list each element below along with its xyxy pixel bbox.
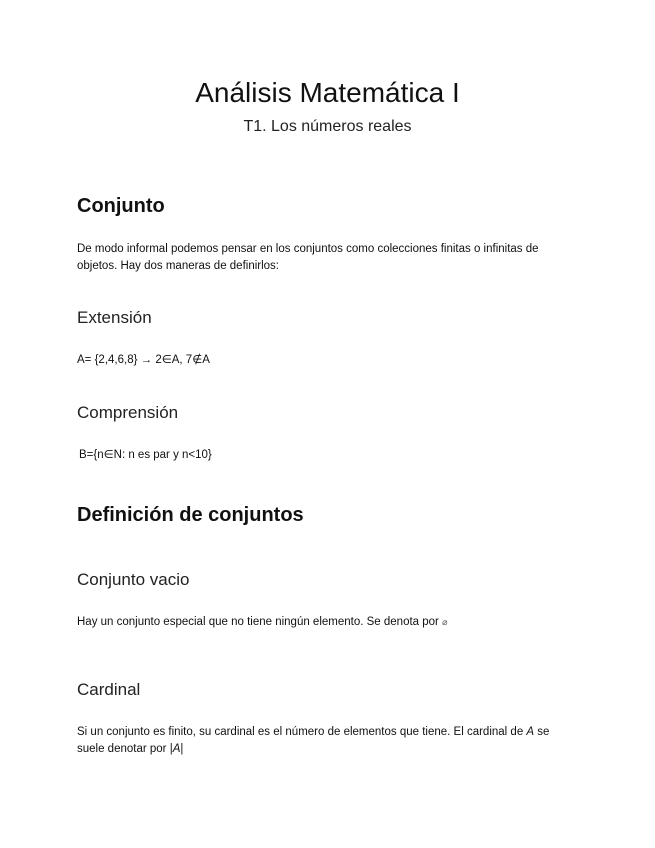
heading-conjunto: Conjunto	[77, 195, 165, 217]
paragraph-conjunto-vacio	[77, 614, 567, 631]
paragraph-extension: A= {2,4,6,8} → 2∈A, 7∉A	[77, 354, 210, 366]
cardinal-text-3: |	[180, 743, 184, 755]
heading-extension: Extensión	[77, 308, 152, 327]
cardinal-text-2: se suele denotar por |	[77, 726, 550, 755]
heading-conjunto-vacio: Conjunto vacio	[77, 570, 190, 589]
cardinal-text-1: Si un conjunto es finito, su cardinal es el número de elementos que tiene. El cardinal de	[77, 726, 527, 738]
empty-set-symbol: ⌀	[442, 617, 448, 627]
heading-definicion: Definición de conjuntos	[77, 504, 304, 526]
paragraph-comprension: B={n∈N: n es par y n<10}	[79, 449, 212, 461]
heading-comprension: Comprensión	[77, 403, 179, 422]
vacio-text: Hay un conjunto especial que no tiene ningún elemento. Se denota por	[77, 616, 439, 628]
paragraph-conjunto: De modo informal podemos pensar en los conjuntos como colecciones finitas o infinitas de objetos. Hay dos maneras de definirlos:	[77, 243, 539, 272]
cardinal-var-a: A	[526, 726, 535, 738]
cardinal-var-a-2: A	[172, 743, 181, 755]
heading-cardinal: Cardinal	[77, 680, 141, 699]
document-title: Análisis Matemática I	[195, 77, 460, 108]
document-subtitle: T1. Los números reales	[243, 118, 412, 135]
paragraph-cardinal	[77, 724, 567, 758]
